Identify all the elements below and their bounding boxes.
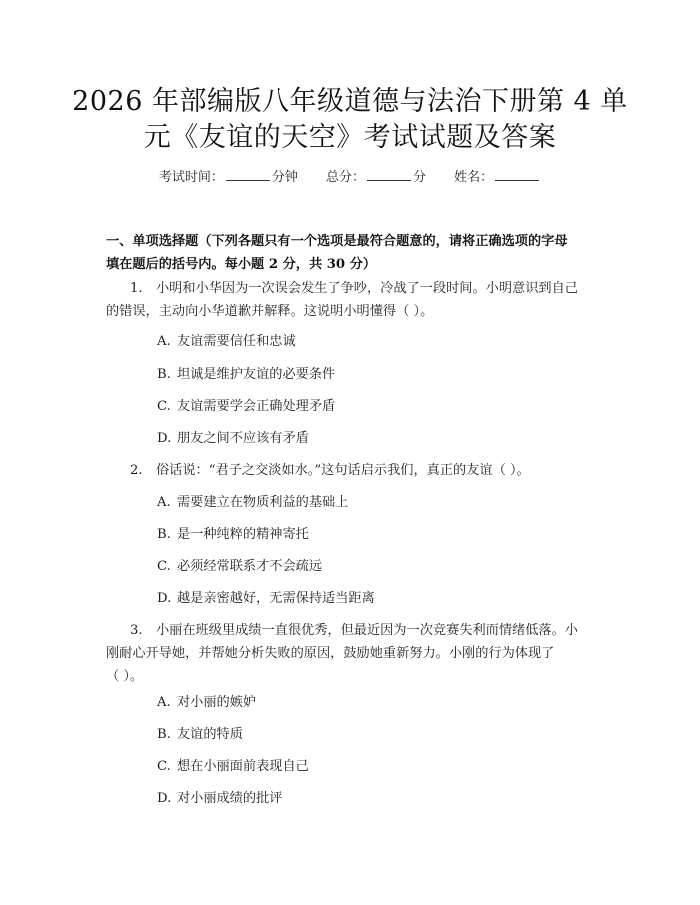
student-name-field: [454, 170, 541, 185]
question-3-line-3: （ ）。: [106, 669, 144, 684]
option-letter: D.: [157, 431, 172, 446]
option-text: 友谊的特质: [177, 727, 243, 742]
option-text: 是一种纯粹的精神寄托: [177, 527, 309, 542]
question-2-option-d: [157, 588, 375, 610]
question-2-text-1: 俗话说：“君子之交淡如水。”这句话启示我们，真正的友谊（ ）。: [156, 463, 530, 478]
option-text: 友谊需要信任和忠诚: [177, 334, 296, 349]
option-letter: A.: [157, 334, 171, 349]
question-3-text-1: 小丽在班级里成绩一直很优秀，但最近因为一次竞赛失利而情绪低落。小: [156, 623, 578, 638]
total-score-blank: [367, 169, 411, 181]
total-score-unit: 分: [413, 170, 427, 185]
section-heading-line-1: 一、单项选择题（下列各题只有一个选项是最符合题意的，请将正确选项的字母: [106, 234, 568, 249]
question-1-number: 1.: [130, 281, 143, 296]
option-text: 需要建立在物质利益的基础上: [177, 495, 349, 510]
exam-time-label: 考试时间：: [158, 170, 224, 185]
option-text: 必须经常联系才不会疏远: [177, 559, 323, 574]
question-1-option-a: [157, 331, 296, 353]
exam-title-line-2: 元《友谊的天空》考试试题及答案: [143, 122, 557, 153]
question-2-option-c: [157, 556, 322, 578]
question-3-option-c: [157, 756, 309, 778]
option-text: 越是亲密越好，无需保持适当距离: [177, 591, 375, 606]
question-1-option-b: [157, 364, 335, 386]
option-text: 对小丽成绩的批评: [177, 791, 283, 806]
option-text: 坦诚是维护友谊的必要条件: [177, 367, 336, 382]
question-3-line-1: [130, 620, 578, 642]
student-name-label: 姓名：: [454, 170, 494, 185]
question-2-line-1: [130, 460, 530, 482]
exam-title-line-1: 2026 年部编版八年级道德与法治下册第 4 单: [72, 86, 628, 117]
exam-time-unit: 分钟: [271, 170, 298, 185]
question-2-option-b: [157, 524, 309, 546]
option-letter: B.: [157, 367, 171, 382]
option-letter: C.: [157, 759, 171, 774]
question-2-option-a: [157, 492, 348, 514]
option-letter: C.: [157, 559, 171, 574]
total-score-label: 总分：: [325, 170, 365, 185]
option-letter: B.: [157, 727, 171, 742]
option-letter: D.: [157, 791, 172, 806]
student-name-blank: [495, 169, 539, 181]
option-letter: A.: [157, 495, 171, 510]
section-heading-line-2: 填在题后的括号内。每小题 2 分，共 30 分）: [106, 257, 377, 272]
question-2-number: 2.: [130, 463, 143, 478]
question-1-option-c: [157, 396, 335, 418]
question-1-line-1: [130, 278, 578, 300]
question-3-number: 3.: [130, 623, 143, 638]
option-letter: A.: [157, 695, 171, 710]
option-letter: B.: [157, 527, 171, 542]
question-3-option-b: [157, 724, 243, 746]
option-text: 对小丽的嫉妒: [177, 695, 257, 710]
exam-time-blank: [226, 169, 270, 181]
question-3-option-d: [157, 788, 283, 810]
question-1-text-1: 小明和小华因为一次误会发生了争吵，冷战了一段时间。小明意识到自己: [156, 281, 578, 296]
question-1-line-2: 的错误，主动向小华道歉并解释。这说明小明懂得（ ）。: [106, 304, 434, 319]
question-1-option-d: [157, 428, 309, 450]
exam-time-field: [159, 170, 302, 185]
total-score-field: [326, 170, 430, 185]
question-3-line-2: 刚耐心开导她，并帮她分析失败的原因，鼓励她重新努力。小刚的行为体现了: [106, 646, 555, 661]
option-text: 朋友之间不应该有矛盾: [177, 431, 309, 446]
option-letter: C.: [157, 399, 171, 414]
question-3-option-a: [157, 692, 256, 714]
exam-info-bar: [0, 166, 700, 185]
option-text: 想在小丽面前表现自己: [177, 759, 309, 774]
option-letter: D.: [157, 591, 172, 606]
option-text: 友谊需要学会正确处理矛盾: [177, 399, 336, 414]
